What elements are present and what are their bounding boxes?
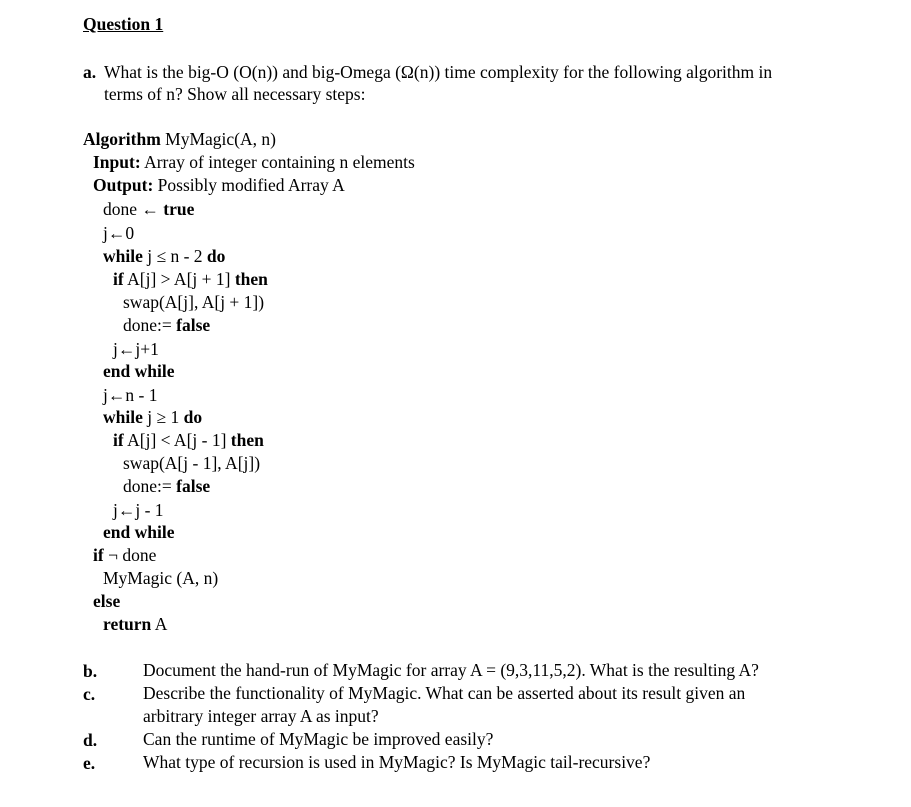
question-heading: Question 1 bbox=[83, 14, 164, 34]
part-a-label: a. bbox=[83, 62, 97, 82]
kw-output: Output: bbox=[93, 175, 154, 195]
code-keyword: if bbox=[113, 430, 124, 450]
code-keyword: return bbox=[103, 614, 152, 634]
code-token: A[j] > A[j + 1] bbox=[127, 269, 231, 289]
code-line-j-init: j←0 bbox=[103, 223, 135, 243]
code-token: done:= bbox=[123, 315, 172, 335]
code-line-swap-1: swap(A[j], A[j + 1]) bbox=[123, 292, 265, 312]
kw-input: Input: bbox=[93, 152, 141, 172]
code-keyword: while bbox=[103, 407, 143, 427]
code-line-done-init bbox=[103, 201, 194, 219]
output-description: Possibly modified Array A bbox=[157, 175, 345, 195]
code-token: A bbox=[154, 614, 168, 634]
code-keyword: then bbox=[230, 430, 264, 450]
algorithm-name: MyMagic(A, n) bbox=[165, 129, 276, 149]
code-line-swap-2: swap(A[j - 1], A[j]) bbox=[123, 453, 261, 473]
code-line-end-while-1: end while bbox=[103, 361, 175, 381]
code-token: j ≥ 1 bbox=[147, 407, 180, 427]
code-token: done ← bbox=[103, 199, 159, 219]
kw-algorithm: Algorithm bbox=[83, 129, 161, 149]
part-e-label: e. bbox=[83, 753, 96, 773]
code-line-while-2 bbox=[103, 409, 202, 427]
code-keyword: true bbox=[163, 199, 195, 219]
code-keyword: false bbox=[176, 476, 211, 496]
part-b-label: b. bbox=[83, 661, 98, 681]
code-token: A[j] < A[j - 1] bbox=[127, 430, 227, 450]
code-line-end-while-2: end while bbox=[103, 522, 175, 542]
code-line-j-increment: j←j+1 bbox=[113, 339, 159, 359]
part-b-text: Document the hand-run of MyMagic for array A = (9,3,11,5,2). What is the resulting A? bbox=[143, 660, 759, 680]
code-line-if-not-done bbox=[93, 547, 156, 565]
code-line-while-1 bbox=[103, 248, 225, 266]
code-line-j-decrement: j←j - 1 bbox=[113, 500, 164, 520]
code-line-if-1 bbox=[113, 271, 268, 289]
code-line-done-false-2 bbox=[123, 478, 210, 496]
code-line-return bbox=[103, 616, 167, 634]
algorithm-header bbox=[83, 131, 276, 149]
code-token: j ≤ n - 2 bbox=[147, 246, 203, 266]
algorithm-input-line bbox=[93, 154, 415, 172]
code-keyword: then bbox=[234, 269, 268, 289]
part-a-question-line1: What is the big-O (O(n)) and big-Omega (Ω(n)) time complexity for the following algorithm in bbox=[104, 62, 773, 82]
code-keyword: if bbox=[93, 545, 104, 565]
code-token: ¬ done bbox=[108, 545, 157, 565]
code-keyword: do bbox=[183, 407, 203, 427]
code-line-recursive-call: MyMagic (A, n) bbox=[103, 568, 219, 588]
part-c-text-line1: Describe the functionality of MyMagic. What can be asserted about its result given an bbox=[143, 683, 746, 703]
code-line-if-2 bbox=[113, 432, 264, 450]
code-keyword: do bbox=[206, 246, 226, 266]
code-line-else: else bbox=[93, 591, 121, 611]
part-d-label: d. bbox=[83, 730, 98, 750]
part-c-label: c. bbox=[83, 684, 96, 704]
code-line-done-false-1 bbox=[123, 317, 210, 335]
part-e-text: What type of recursion is used in MyMagic? Is MyMagic tail-recursive? bbox=[143, 752, 651, 772]
code-keyword: while bbox=[103, 246, 143, 266]
code-keyword: false bbox=[176, 315, 211, 335]
algorithm-output-line bbox=[93, 177, 345, 195]
code-token: done:= bbox=[123, 476, 172, 496]
part-a-question-line2: terms of n? Show all necessary steps: bbox=[104, 84, 366, 104]
part-d-text: Can the runtime of MyMagic be improved easily? bbox=[143, 729, 494, 749]
code-line-j-set: j←n - 1 bbox=[103, 385, 158, 405]
code-keyword: if bbox=[113, 269, 124, 289]
input-description: Array of integer containing n elements bbox=[144, 152, 415, 172]
part-c-text-line2: arbitrary integer array A as input? bbox=[143, 706, 379, 726]
